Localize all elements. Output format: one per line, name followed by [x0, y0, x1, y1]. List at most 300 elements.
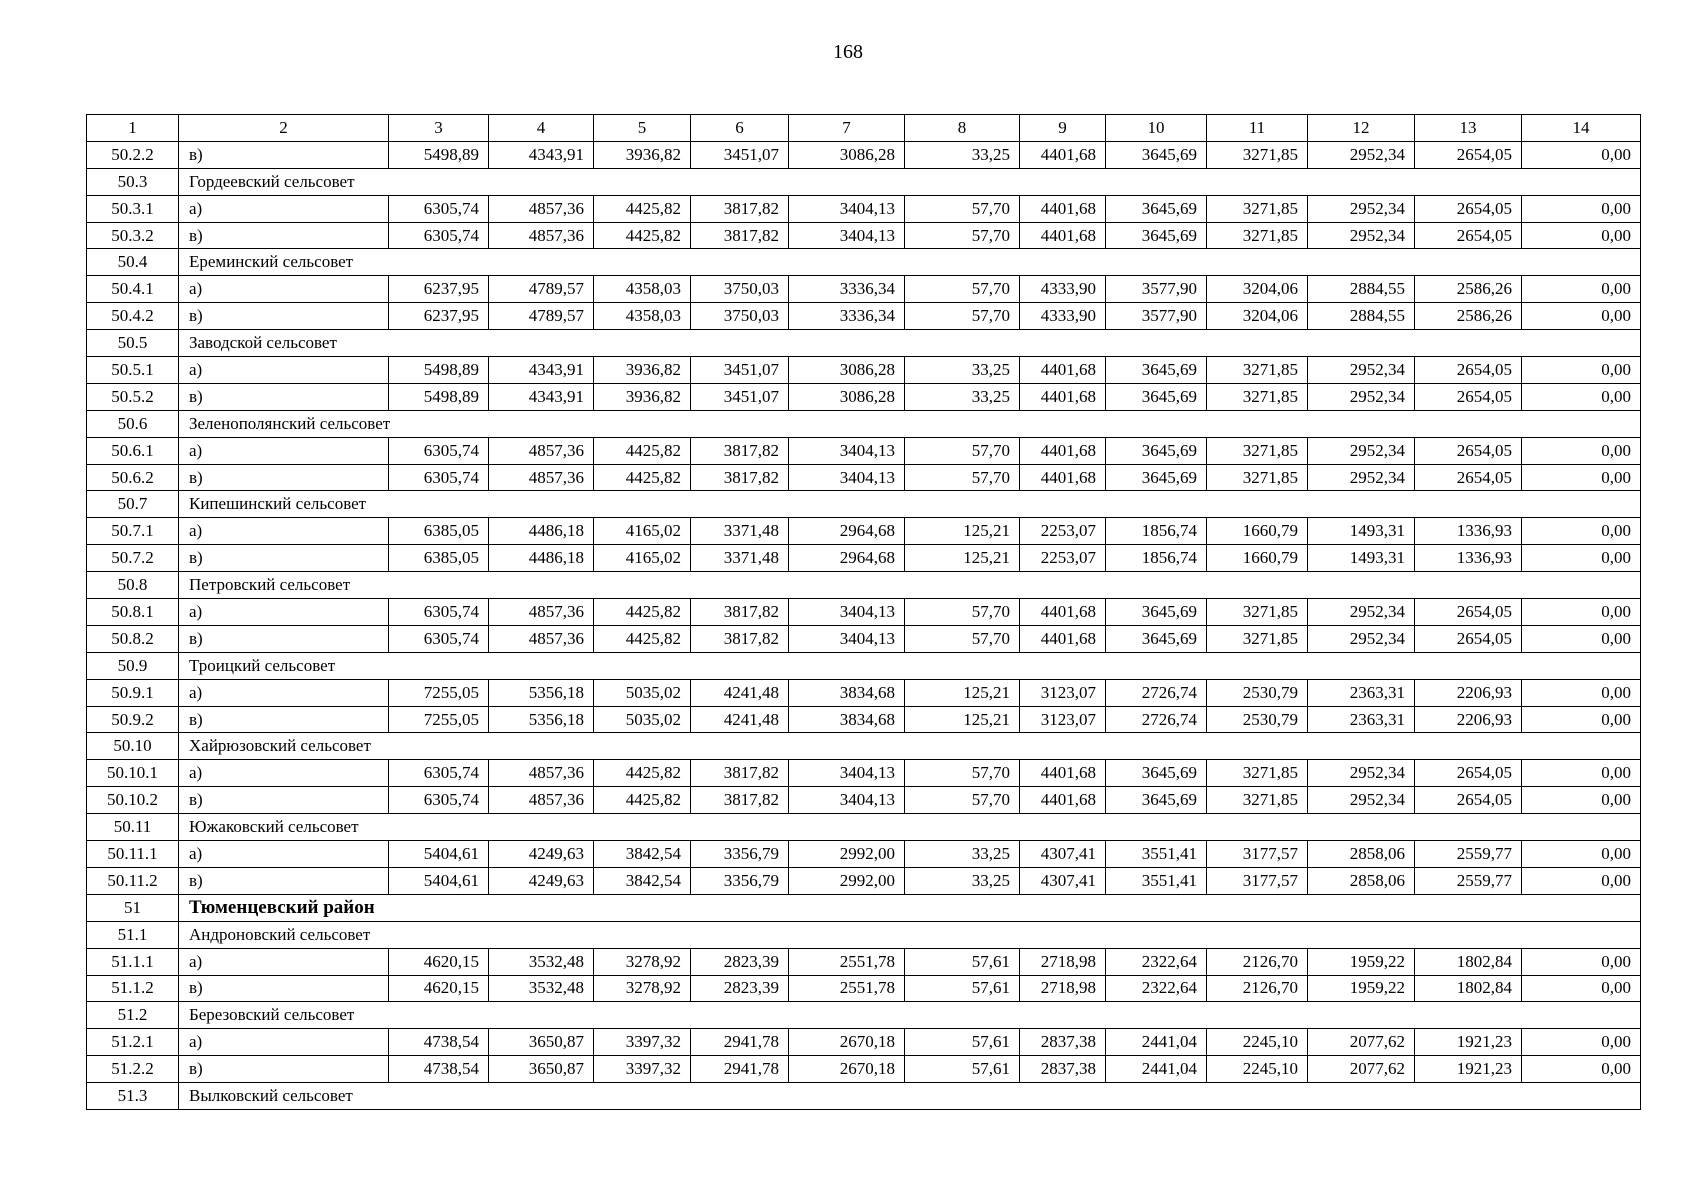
- settlement-title: Вылковский сельсовет: [179, 1083, 1641, 1110]
- value-cell: 3271,85: [1207, 760, 1308, 787]
- value-cell: 5498,89: [389, 383, 489, 410]
- value-cell: 3834,68: [789, 706, 905, 733]
- value-cell: 0,00: [1522, 679, 1641, 706]
- table-row: [87, 975, 1641, 1002]
- value-cell: 3936,82: [594, 357, 691, 384]
- value-cell: 4401,68: [1020, 437, 1106, 464]
- value-cell: 2441,04: [1106, 1056, 1207, 1083]
- value-cell: 0,00: [1522, 760, 1641, 787]
- value-cell: 3086,28: [789, 357, 905, 384]
- table-row: [87, 706, 1641, 733]
- value-cell: 2654,05: [1415, 760, 1522, 787]
- row-code: 50.3.2: [87, 222, 179, 249]
- value-cell: 2654,05: [1415, 383, 1522, 410]
- row-label: в): [179, 222, 389, 249]
- value-cell: 4401,68: [1020, 357, 1106, 384]
- value-cell: 57,70: [905, 625, 1020, 652]
- settlement-header-row: [87, 168, 1641, 195]
- value-cell: 4738,54: [389, 1029, 489, 1056]
- value-cell: 3371,48: [691, 545, 789, 572]
- value-cell: 2654,05: [1415, 195, 1522, 222]
- value-cell: 4165,02: [594, 518, 691, 545]
- value-cell: 2654,05: [1415, 599, 1522, 626]
- value-cell: 3532,48: [489, 948, 594, 975]
- value-cell: 4857,36: [489, 437, 594, 464]
- value-cell: 4358,03: [594, 276, 691, 303]
- value-cell: 1493,31: [1308, 518, 1415, 545]
- row-label: а): [179, 518, 389, 545]
- table-body: [87, 115, 1641, 1110]
- table-row: [87, 599, 1641, 626]
- row-label: а): [179, 599, 389, 626]
- column-number: 8: [905, 115, 1020, 142]
- value-cell: 3404,13: [789, 787, 905, 814]
- value-cell: 4486,18: [489, 545, 594, 572]
- value-cell: 0,00: [1522, 357, 1641, 384]
- table-row: [87, 303, 1641, 330]
- value-cell: 3842,54: [594, 841, 691, 868]
- column-number: 12: [1308, 115, 1415, 142]
- value-cell: 2654,05: [1415, 464, 1522, 491]
- value-cell: 3936,82: [594, 141, 691, 168]
- row-label: в): [179, 464, 389, 491]
- value-cell: 1660,79: [1207, 545, 1308, 572]
- value-cell: 3817,82: [691, 787, 789, 814]
- row-code: 51.2: [87, 1002, 179, 1029]
- value-cell: 3817,82: [691, 464, 789, 491]
- value-cell: 3271,85: [1207, 357, 1308, 384]
- value-cell: 57,70: [905, 464, 1020, 491]
- value-cell: 4425,82: [594, 760, 691, 787]
- value-cell: 3817,82: [691, 599, 789, 626]
- row-code: 51.2.2: [87, 1056, 179, 1083]
- value-cell: 3356,79: [691, 867, 789, 894]
- value-cell: 57,70: [905, 760, 1020, 787]
- value-cell: 4401,68: [1020, 195, 1106, 222]
- row-code: 50.10: [87, 733, 179, 760]
- value-cell: 57,70: [905, 599, 1020, 626]
- value-cell: 3577,90: [1106, 276, 1207, 303]
- value-cell: 2952,34: [1308, 195, 1415, 222]
- settlement-title: Гордеевский сельсовет: [179, 168, 1641, 195]
- row-label: в): [179, 625, 389, 652]
- settlement-header-row: [87, 1002, 1641, 1029]
- table-row: [87, 195, 1641, 222]
- value-cell: 6385,05: [389, 518, 489, 545]
- value-cell: 3404,13: [789, 464, 905, 491]
- value-cell: 2952,34: [1308, 760, 1415, 787]
- value-cell: 2718,98: [1020, 975, 1106, 1002]
- value-cell: 1921,23: [1415, 1029, 1522, 1056]
- value-cell: 5498,89: [389, 141, 489, 168]
- value-cell: 57,70: [905, 276, 1020, 303]
- value-cell: 4249,63: [489, 867, 594, 894]
- value-cell: 57,70: [905, 222, 1020, 249]
- value-cell: 2941,78: [691, 1029, 789, 1056]
- value-cell: 2952,34: [1308, 437, 1415, 464]
- value-cell: 2952,34: [1308, 141, 1415, 168]
- value-cell: 4857,36: [489, 195, 594, 222]
- value-cell: 0,00: [1522, 625, 1641, 652]
- row-code: 51.1: [87, 921, 179, 948]
- value-cell: 0,00: [1522, 303, 1641, 330]
- settlement-title: Заводской сельсовет: [179, 330, 1641, 357]
- value-cell: 3817,82: [691, 222, 789, 249]
- value-cell: 0,00: [1522, 841, 1641, 868]
- value-cell: 3404,13: [789, 599, 905, 626]
- value-cell: 3204,06: [1207, 276, 1308, 303]
- value-cell: 4738,54: [389, 1056, 489, 1083]
- value-cell: 3404,13: [789, 760, 905, 787]
- value-cell: 4307,41: [1020, 841, 1106, 868]
- column-number: 11: [1207, 115, 1308, 142]
- value-cell: 2253,07: [1020, 518, 1106, 545]
- value-cell: 3650,87: [489, 1029, 594, 1056]
- value-cell: 33,25: [905, 841, 1020, 868]
- settlement-header-row: [87, 814, 1641, 841]
- column-number: 3: [389, 115, 489, 142]
- value-cell: 2654,05: [1415, 787, 1522, 814]
- value-cell: 1336,93: [1415, 518, 1522, 545]
- table-row: [87, 518, 1641, 545]
- value-cell: 57,61: [905, 1029, 1020, 1056]
- value-cell: 2726,74: [1106, 706, 1207, 733]
- value-cell: 3551,41: [1106, 867, 1207, 894]
- value-cell: 2551,78: [789, 948, 905, 975]
- value-cell: 3532,48: [489, 975, 594, 1002]
- value-cell: 2322,64: [1106, 975, 1207, 1002]
- row-code: 50.6.1: [87, 437, 179, 464]
- settlement-header-row: [87, 652, 1641, 679]
- value-cell: 4343,91: [489, 383, 594, 410]
- value-cell: 5404,61: [389, 867, 489, 894]
- value-cell: 3650,87: [489, 1056, 594, 1083]
- row-label: а): [179, 841, 389, 868]
- row-label: а): [179, 1029, 389, 1056]
- table-row: [87, 1056, 1641, 1083]
- value-cell: 2077,62: [1308, 1056, 1415, 1083]
- row-code: 50.6: [87, 410, 179, 437]
- value-cell: 2952,34: [1308, 464, 1415, 491]
- value-cell: 2654,05: [1415, 357, 1522, 384]
- value-cell: 3356,79: [691, 841, 789, 868]
- value-cell: 2952,34: [1308, 222, 1415, 249]
- value-cell: 0,00: [1522, 1056, 1641, 1083]
- value-cell: 3842,54: [594, 867, 691, 894]
- value-cell: 0,00: [1522, 437, 1641, 464]
- row-code: 50.5.1: [87, 357, 179, 384]
- table-row: [87, 948, 1641, 975]
- value-cell: 2126,70: [1207, 948, 1308, 975]
- value-cell: 4401,68: [1020, 599, 1106, 626]
- value-cell: 3645,69: [1106, 383, 1207, 410]
- value-cell: 3451,07: [691, 141, 789, 168]
- value-cell: 0,00: [1522, 141, 1641, 168]
- row-label: в): [179, 1056, 389, 1083]
- column-number: 1: [87, 115, 179, 142]
- value-cell: 4620,15: [389, 975, 489, 1002]
- table-row: [87, 867, 1641, 894]
- value-cell: 3750,03: [691, 276, 789, 303]
- row-label: в): [179, 787, 389, 814]
- value-cell: 4401,68: [1020, 787, 1106, 814]
- value-cell: 2952,34: [1308, 357, 1415, 384]
- row-code: 50.8: [87, 572, 179, 599]
- value-cell: 4401,68: [1020, 222, 1106, 249]
- value-cell: 2952,34: [1308, 599, 1415, 626]
- row-code: 50.9.2: [87, 706, 179, 733]
- value-cell: 2952,34: [1308, 625, 1415, 652]
- settlement-title: Петровский сельсовет: [179, 572, 1641, 599]
- table-row: [87, 383, 1641, 410]
- value-cell: 1856,74: [1106, 545, 1207, 572]
- settlement-title: Кипешинский сельсовет: [179, 491, 1641, 518]
- column-number-row: [87, 115, 1641, 142]
- row-label: а): [179, 276, 389, 303]
- value-cell: 4486,18: [489, 518, 594, 545]
- row-code: 51.1.2: [87, 975, 179, 1002]
- value-cell: 3177,57: [1207, 867, 1308, 894]
- value-cell: 3086,28: [789, 141, 905, 168]
- settlement-header-row: [87, 330, 1641, 357]
- value-cell: 6305,74: [389, 437, 489, 464]
- value-cell: 4401,68: [1020, 383, 1106, 410]
- value-cell: 3645,69: [1106, 437, 1207, 464]
- value-cell: 3271,85: [1207, 787, 1308, 814]
- value-cell: 3271,85: [1207, 195, 1308, 222]
- value-cell: 2964,68: [789, 518, 905, 545]
- value-cell: 3177,57: [1207, 841, 1308, 868]
- value-cell: 3271,85: [1207, 222, 1308, 249]
- value-cell: 0,00: [1522, 948, 1641, 975]
- value-cell: 3397,32: [594, 1029, 691, 1056]
- value-cell: 2206,93: [1415, 706, 1522, 733]
- value-cell: 3645,69: [1106, 625, 1207, 652]
- value-cell: 3817,82: [691, 760, 789, 787]
- value-cell: 1921,23: [1415, 1056, 1522, 1083]
- value-cell: 2126,70: [1207, 975, 1308, 1002]
- row-code: 50.11.1: [87, 841, 179, 868]
- value-cell: 2952,34: [1308, 383, 1415, 410]
- row-code: 50.7: [87, 491, 179, 518]
- value-cell: 0,00: [1522, 195, 1641, 222]
- row-code: 50.3: [87, 168, 179, 195]
- value-cell: 5404,61: [389, 841, 489, 868]
- row-code: 50.3.1: [87, 195, 179, 222]
- value-cell: 3817,82: [691, 437, 789, 464]
- value-cell: 1959,22: [1308, 948, 1415, 975]
- row-label: а): [179, 760, 389, 787]
- row-code: 50.10.1: [87, 760, 179, 787]
- row-code: 50.5: [87, 330, 179, 357]
- value-cell: 2992,00: [789, 867, 905, 894]
- settlement-header-row: [87, 733, 1641, 760]
- value-cell: 33,25: [905, 357, 1020, 384]
- value-cell: 3817,82: [691, 195, 789, 222]
- value-cell: 1336,93: [1415, 545, 1522, 572]
- value-cell: 2858,06: [1308, 867, 1415, 894]
- value-cell: 3936,82: [594, 383, 691, 410]
- value-cell: 3404,13: [789, 195, 905, 222]
- table-row: [87, 841, 1641, 868]
- value-cell: 2718,98: [1020, 948, 1106, 975]
- value-cell: 57,70: [905, 787, 1020, 814]
- value-cell: 2823,39: [691, 948, 789, 975]
- value-cell: 57,70: [905, 303, 1020, 330]
- value-cell: 2952,34: [1308, 787, 1415, 814]
- value-cell: 4333,90: [1020, 303, 1106, 330]
- value-cell: 2530,79: [1207, 706, 1308, 733]
- value-cell: 7255,05: [389, 706, 489, 733]
- value-cell: 4401,68: [1020, 464, 1106, 491]
- value-cell: 6385,05: [389, 545, 489, 572]
- value-cell: 3271,85: [1207, 625, 1308, 652]
- value-cell: 0,00: [1522, 706, 1641, 733]
- value-cell: 4401,68: [1020, 625, 1106, 652]
- value-cell: 0,00: [1522, 787, 1641, 814]
- value-cell: 57,61: [905, 948, 1020, 975]
- value-cell: 2858,06: [1308, 841, 1415, 868]
- value-cell: 3645,69: [1106, 787, 1207, 814]
- value-cell: 1856,74: [1106, 518, 1207, 545]
- row-label: а): [179, 357, 389, 384]
- settlement-header-row: [87, 491, 1641, 518]
- value-cell: 5035,02: [594, 679, 691, 706]
- table-row: [87, 1029, 1641, 1056]
- row-code: 50.8.2: [87, 625, 179, 652]
- row-label: в): [179, 706, 389, 733]
- value-cell: 3645,69: [1106, 195, 1207, 222]
- value-cell: 3271,85: [1207, 437, 1308, 464]
- row-code: 51.1.1: [87, 948, 179, 975]
- column-number: 13: [1415, 115, 1522, 142]
- value-cell: 3404,13: [789, 222, 905, 249]
- settlement-title: Троицкий сельсовет: [179, 652, 1641, 679]
- value-cell: 0,00: [1522, 599, 1641, 626]
- value-cell: 2992,00: [789, 841, 905, 868]
- value-cell: 6305,74: [389, 464, 489, 491]
- value-cell: 3271,85: [1207, 599, 1308, 626]
- table-row: [87, 141, 1641, 168]
- value-cell: 0,00: [1522, 867, 1641, 894]
- value-cell: 7255,05: [389, 679, 489, 706]
- value-cell: 6305,74: [389, 787, 489, 814]
- table-row: [87, 625, 1641, 652]
- row-label: в): [179, 545, 389, 572]
- row-label: а): [179, 195, 389, 222]
- value-cell: 4425,82: [594, 625, 691, 652]
- value-cell: 57,61: [905, 975, 1020, 1002]
- value-cell: 4249,63: [489, 841, 594, 868]
- value-cell: 2726,74: [1106, 679, 1207, 706]
- value-cell: 3817,82: [691, 625, 789, 652]
- value-cell: 4425,82: [594, 222, 691, 249]
- settlement-header-row: [87, 410, 1641, 437]
- value-cell: 3278,92: [594, 975, 691, 1002]
- value-cell: 6305,74: [389, 222, 489, 249]
- value-cell: 2654,05: [1415, 222, 1522, 249]
- value-cell: 3645,69: [1106, 357, 1207, 384]
- settlement-header-row: [87, 572, 1641, 599]
- value-cell: 4857,36: [489, 599, 594, 626]
- value-cell: 4333,90: [1020, 276, 1106, 303]
- value-cell: 4401,68: [1020, 141, 1106, 168]
- value-cell: 57,70: [905, 437, 1020, 464]
- value-cell: 4857,36: [489, 625, 594, 652]
- value-cell: 3404,13: [789, 625, 905, 652]
- column-number: 4: [489, 115, 594, 142]
- value-cell: 3271,85: [1207, 464, 1308, 491]
- value-cell: 6237,95: [389, 276, 489, 303]
- value-cell: 0,00: [1522, 222, 1641, 249]
- settlement-header-row: [87, 249, 1641, 276]
- value-cell: 4789,57: [489, 303, 594, 330]
- value-cell: 2964,68: [789, 545, 905, 572]
- value-cell: 125,21: [905, 545, 1020, 572]
- settlement-title: Березовский сельсовет: [179, 1002, 1641, 1029]
- value-cell: 6305,74: [389, 625, 489, 652]
- row-label: в): [179, 141, 389, 168]
- value-cell: 4425,82: [594, 195, 691, 222]
- value-cell: 0,00: [1522, 276, 1641, 303]
- value-cell: 3404,13: [789, 437, 905, 464]
- value-cell: 4857,36: [489, 464, 594, 491]
- value-cell: 2586,26: [1415, 276, 1522, 303]
- value-cell: 2559,77: [1415, 841, 1522, 868]
- column-number: 9: [1020, 115, 1106, 142]
- value-cell: 4165,02: [594, 545, 691, 572]
- value-cell: 4401,68: [1020, 760, 1106, 787]
- row-label: а): [179, 679, 389, 706]
- value-cell: 3397,32: [594, 1056, 691, 1083]
- column-number: 6: [691, 115, 789, 142]
- value-cell: 1660,79: [1207, 518, 1308, 545]
- value-cell: 3271,85: [1207, 383, 1308, 410]
- value-cell: 0,00: [1522, 383, 1641, 410]
- value-cell: 3278,92: [594, 948, 691, 975]
- value-cell: 3086,28: [789, 383, 905, 410]
- value-cell: 3336,34: [789, 276, 905, 303]
- settlement-title: Южаковский сельсовет: [179, 814, 1641, 841]
- column-number: 7: [789, 115, 905, 142]
- value-cell: 3204,06: [1207, 303, 1308, 330]
- row-label: в): [179, 867, 389, 894]
- row-code: 50.10.2: [87, 787, 179, 814]
- value-cell: 4857,36: [489, 760, 594, 787]
- settlement-title: Ереминский сельсовет: [179, 249, 1641, 276]
- table-row: [87, 464, 1641, 491]
- table-row: [87, 679, 1641, 706]
- value-cell: 2245,10: [1207, 1029, 1308, 1056]
- row-code: 50.4: [87, 249, 179, 276]
- value-cell: 4241,48: [691, 679, 789, 706]
- value-cell: 3750,03: [691, 303, 789, 330]
- row-code: 50.2.2: [87, 141, 179, 168]
- value-cell: 3645,69: [1106, 222, 1207, 249]
- row-code: 51: [87, 894, 179, 921]
- table-row: [87, 787, 1641, 814]
- value-cell: 3645,69: [1106, 599, 1207, 626]
- value-cell: 2551,78: [789, 975, 905, 1002]
- value-cell: 3834,68: [789, 679, 905, 706]
- value-cell: 4425,82: [594, 599, 691, 626]
- value-cell: 2586,26: [1415, 303, 1522, 330]
- table-row: [87, 545, 1641, 572]
- value-cell: 33,25: [905, 867, 1020, 894]
- row-code: 50.4.2: [87, 303, 179, 330]
- row-label: в): [179, 303, 389, 330]
- row-code: 50.5.2: [87, 383, 179, 410]
